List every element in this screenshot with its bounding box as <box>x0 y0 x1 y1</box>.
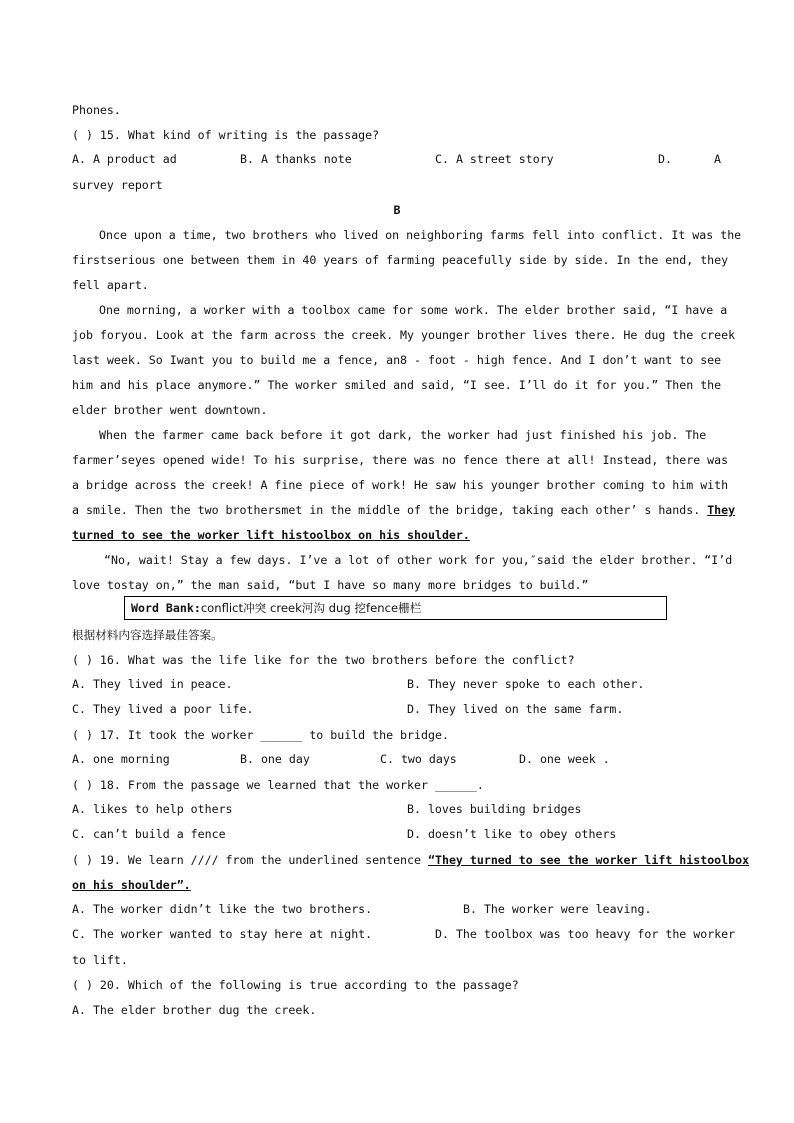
q18-option-b: B. loves building bridges <box>407 802 582 816</box>
passage-line: love tostay on,” the man said, “but I have so many more bridges to build.” <box>72 578 589 592</box>
q16-option-b: B. They never spoke to each other. <box>407 677 645 691</box>
passage-line: When the farmer came back before it got dark, the worker had just finished his job. The <box>99 428 707 442</box>
passage-line: him and his place anymore.” The worker smiled and said, “I see. I’ll do it for you.” Then the <box>72 378 722 392</box>
passage-line-text: a smile. Then the two brothersmet in the middle of the bridge, taking each other’ s hands. <box>72 503 701 517</box>
q15-option-a: A. A product ad <box>72 152 177 166</box>
q15-stem: ( ) 15. What kind of writing is the passage? <box>72 128 380 142</box>
q18-option-a: A. likes to help others <box>72 802 233 816</box>
passage-line: last week. So Iwant you to build me a fence, an8 - foot - high fence. And I don’t want to see <box>72 353 722 367</box>
passage-line: “No, wait! Stay a few days. I’ve a lot of other work for you,″said the elder brother. “I’d <box>104 553 733 567</box>
section-title: B <box>393 203 401 217</box>
passage-line: Once upon a time, two brothers who lived on neighboring farms fell into conflict. It was the <box>99 228 742 242</box>
q16-stem: ( ) 16. What was the life like for the two brothers before the conflict? <box>72 653 575 667</box>
prev-text-tail: Phones. <box>72 103 121 117</box>
q15-option-c: C. A street story <box>435 152 554 166</box>
q15-option-d-start: A <box>714 152 721 166</box>
q19-option-d-rest: to lift. <box>72 953 128 967</box>
q19-quote-end: on his shoulder”. <box>72 878 191 892</box>
underlined-sentence: turned to see the worker lift histoolbox on his shoulder. <box>72 528 470 542</box>
q16-option-a: A. They lived in peace. <box>72 677 233 691</box>
q19-option-b: B. The worker were leaving. <box>463 902 652 916</box>
word-bank-content: conflict冲突 creek河沟 dug 挖fence栅栏 <box>200 601 422 615</box>
q18-option-d: D. doesn’t like to obey others <box>407 827 617 841</box>
q19-stem: ( ) 19. We learn //// from the underlined sentence <box>72 853 422 867</box>
instruction: 根据材料内容选择最佳答案。 <box>72 628 223 642</box>
q15-option-d-rest: survey report <box>72 178 163 192</box>
q16-option-d: D. They lived on the same farm. <box>407 702 624 716</box>
q19-option-a: A. The worker didn’t like the two brothers. <box>72 902 373 916</box>
q15-option-b: B. A thanks note <box>240 152 352 166</box>
q17-stem: ( ) 17. It took the worker ______ to build the bridge. <box>72 728 449 742</box>
q19-option-d: D. The toolbox was too heavy for the worker <box>435 927 736 941</box>
underlined-sentence-start: They <box>707 503 736 517</box>
q19-stem-line <box>72 852 749 868</box>
word-bank-label: Word Bank: <box>131 601 201 615</box>
q17-option-b: B. one day <box>240 752 310 766</box>
q20-stem: ( ) 20. Which of the following is true according to the passage? <box>72 978 519 992</box>
passage-line: fell apart. <box>72 278 149 292</box>
passage-line: farmer’seyes opened wide! To his surprise, there was no fence there at all! Instead, there was <box>72 453 729 467</box>
passage-line: a bridge across the creek! A fine piece of work! He saw his younger brother coming to him with <box>72 478 729 492</box>
passage-line: elder brother went downtown. <box>72 403 268 417</box>
q16-option-c: C. They lived a poor life. <box>72 702 254 716</box>
q19-quote-start: “They turned to see the worker lift histoolbox <box>428 853 750 867</box>
passage-line: One morning, a worker with a toolbox came for some work. The elder brother said, “I have a <box>99 303 728 317</box>
q18-stem: ( ) 18. From the passage we learned that the worker ______. <box>72 778 484 792</box>
q20-option-a: A. The elder brother dug the creek. <box>72 1003 317 1017</box>
word-bank-box <box>124 596 667 620</box>
q17-option-c: C. two days <box>380 752 457 766</box>
q17-option-a: A. one morning <box>72 752 170 766</box>
passage-line: firstserious one between them in 40 years of farming peacefully side by side. In the end, they <box>72 253 729 267</box>
q17-option-d: D. one week . <box>519 752 610 766</box>
q18-option-c: C. can’t build a fence <box>72 827 226 841</box>
q19-option-c: C. The worker wanted to stay here at night. <box>72 927 373 941</box>
q15-option-d-label: D. <box>658 152 672 166</box>
passage-line <box>72 502 735 518</box>
passage-line: job foryou. Look at the farm across the creek. My younger brother lives there. He dug the creek <box>72 328 736 342</box>
